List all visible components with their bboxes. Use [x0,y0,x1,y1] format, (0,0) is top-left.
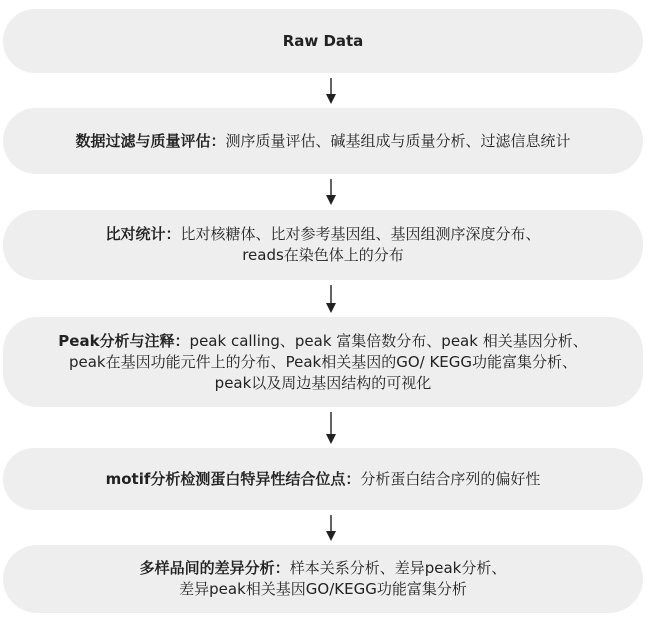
arrow-down-2 [324,179,338,205]
step-differential-analysis-detail: 样本关系分析、差异peak分析、 [289,559,507,577]
arrow-down-icon [324,285,338,313]
step-alignment-stats-detail: 比对核糖体、比对参考基因组、基因组测序深度分布、 [180,225,541,243]
arrow-down-1 [324,78,338,104]
step-alignment-stats-line2: reads在染色体上的分布 [242,246,404,264]
step-motif-analysis-line1 [106,469,541,490]
step-data-filter-quality-line1 [75,131,570,152]
step-motif-analysis-title: motif分析检测蛋白特异性结合位点： [105,469,361,488]
step-data-filter-quality [3,108,643,174]
step-peak-analysis-detail: peak calling、peak 富集倍数分布、peak 相关基因分析、 [189,331,588,350]
arrow-down-4 [324,412,338,444]
step-alignment-stats-line1 [105,224,540,245]
step-peak-analysis-line3: peak以及周边基因结构的可视化 [214,373,432,392]
step-differential-analysis-line2: 差异peak相关基因GO/KEGG功能富集分析 [179,580,467,598]
arrow-down-5 [324,515,338,541]
step-peak-analysis-line2: peak在基因功能元件上的分布、Peak相关基因的GO/ KEGG功能富集分析、 [68,352,578,371]
step-differential-analysis [3,545,643,613]
step-motif-analysis [3,448,643,510]
step-data-filter-quality-title: 数据过滤与质量评估： [75,131,226,150]
step-raw-data-title: Raw Data [282,31,364,50]
step-data-filter-quality-detail: 测序质量评估、碱基组成与质量分析、过滤信息统计 [225,131,571,150]
arrow-down-3 [324,285,338,313]
arrow-down-icon [324,179,338,205]
step-differential-analysis-title: 多样品间的差异分析： [139,559,290,577]
arrow-down-icon [324,412,338,444]
step-motif-analysis-detail: 分析蛋白结合序列的偏好性 [360,469,541,488]
step-differential-analysis-line1 [140,558,507,579]
step-raw-data [3,9,643,73]
step-peak-analysis-line1 [58,331,587,352]
step-alignment-stats-title: 比对统计： [105,225,181,243]
arrow-down-icon [324,515,338,541]
step-peak-analysis-title: Peak分析与注释： [58,331,190,350]
step-raw-data-line1 [283,31,364,52]
step-alignment-stats [3,210,643,280]
step-peak-analysis [3,317,643,407]
arrow-down-icon [324,78,338,104]
